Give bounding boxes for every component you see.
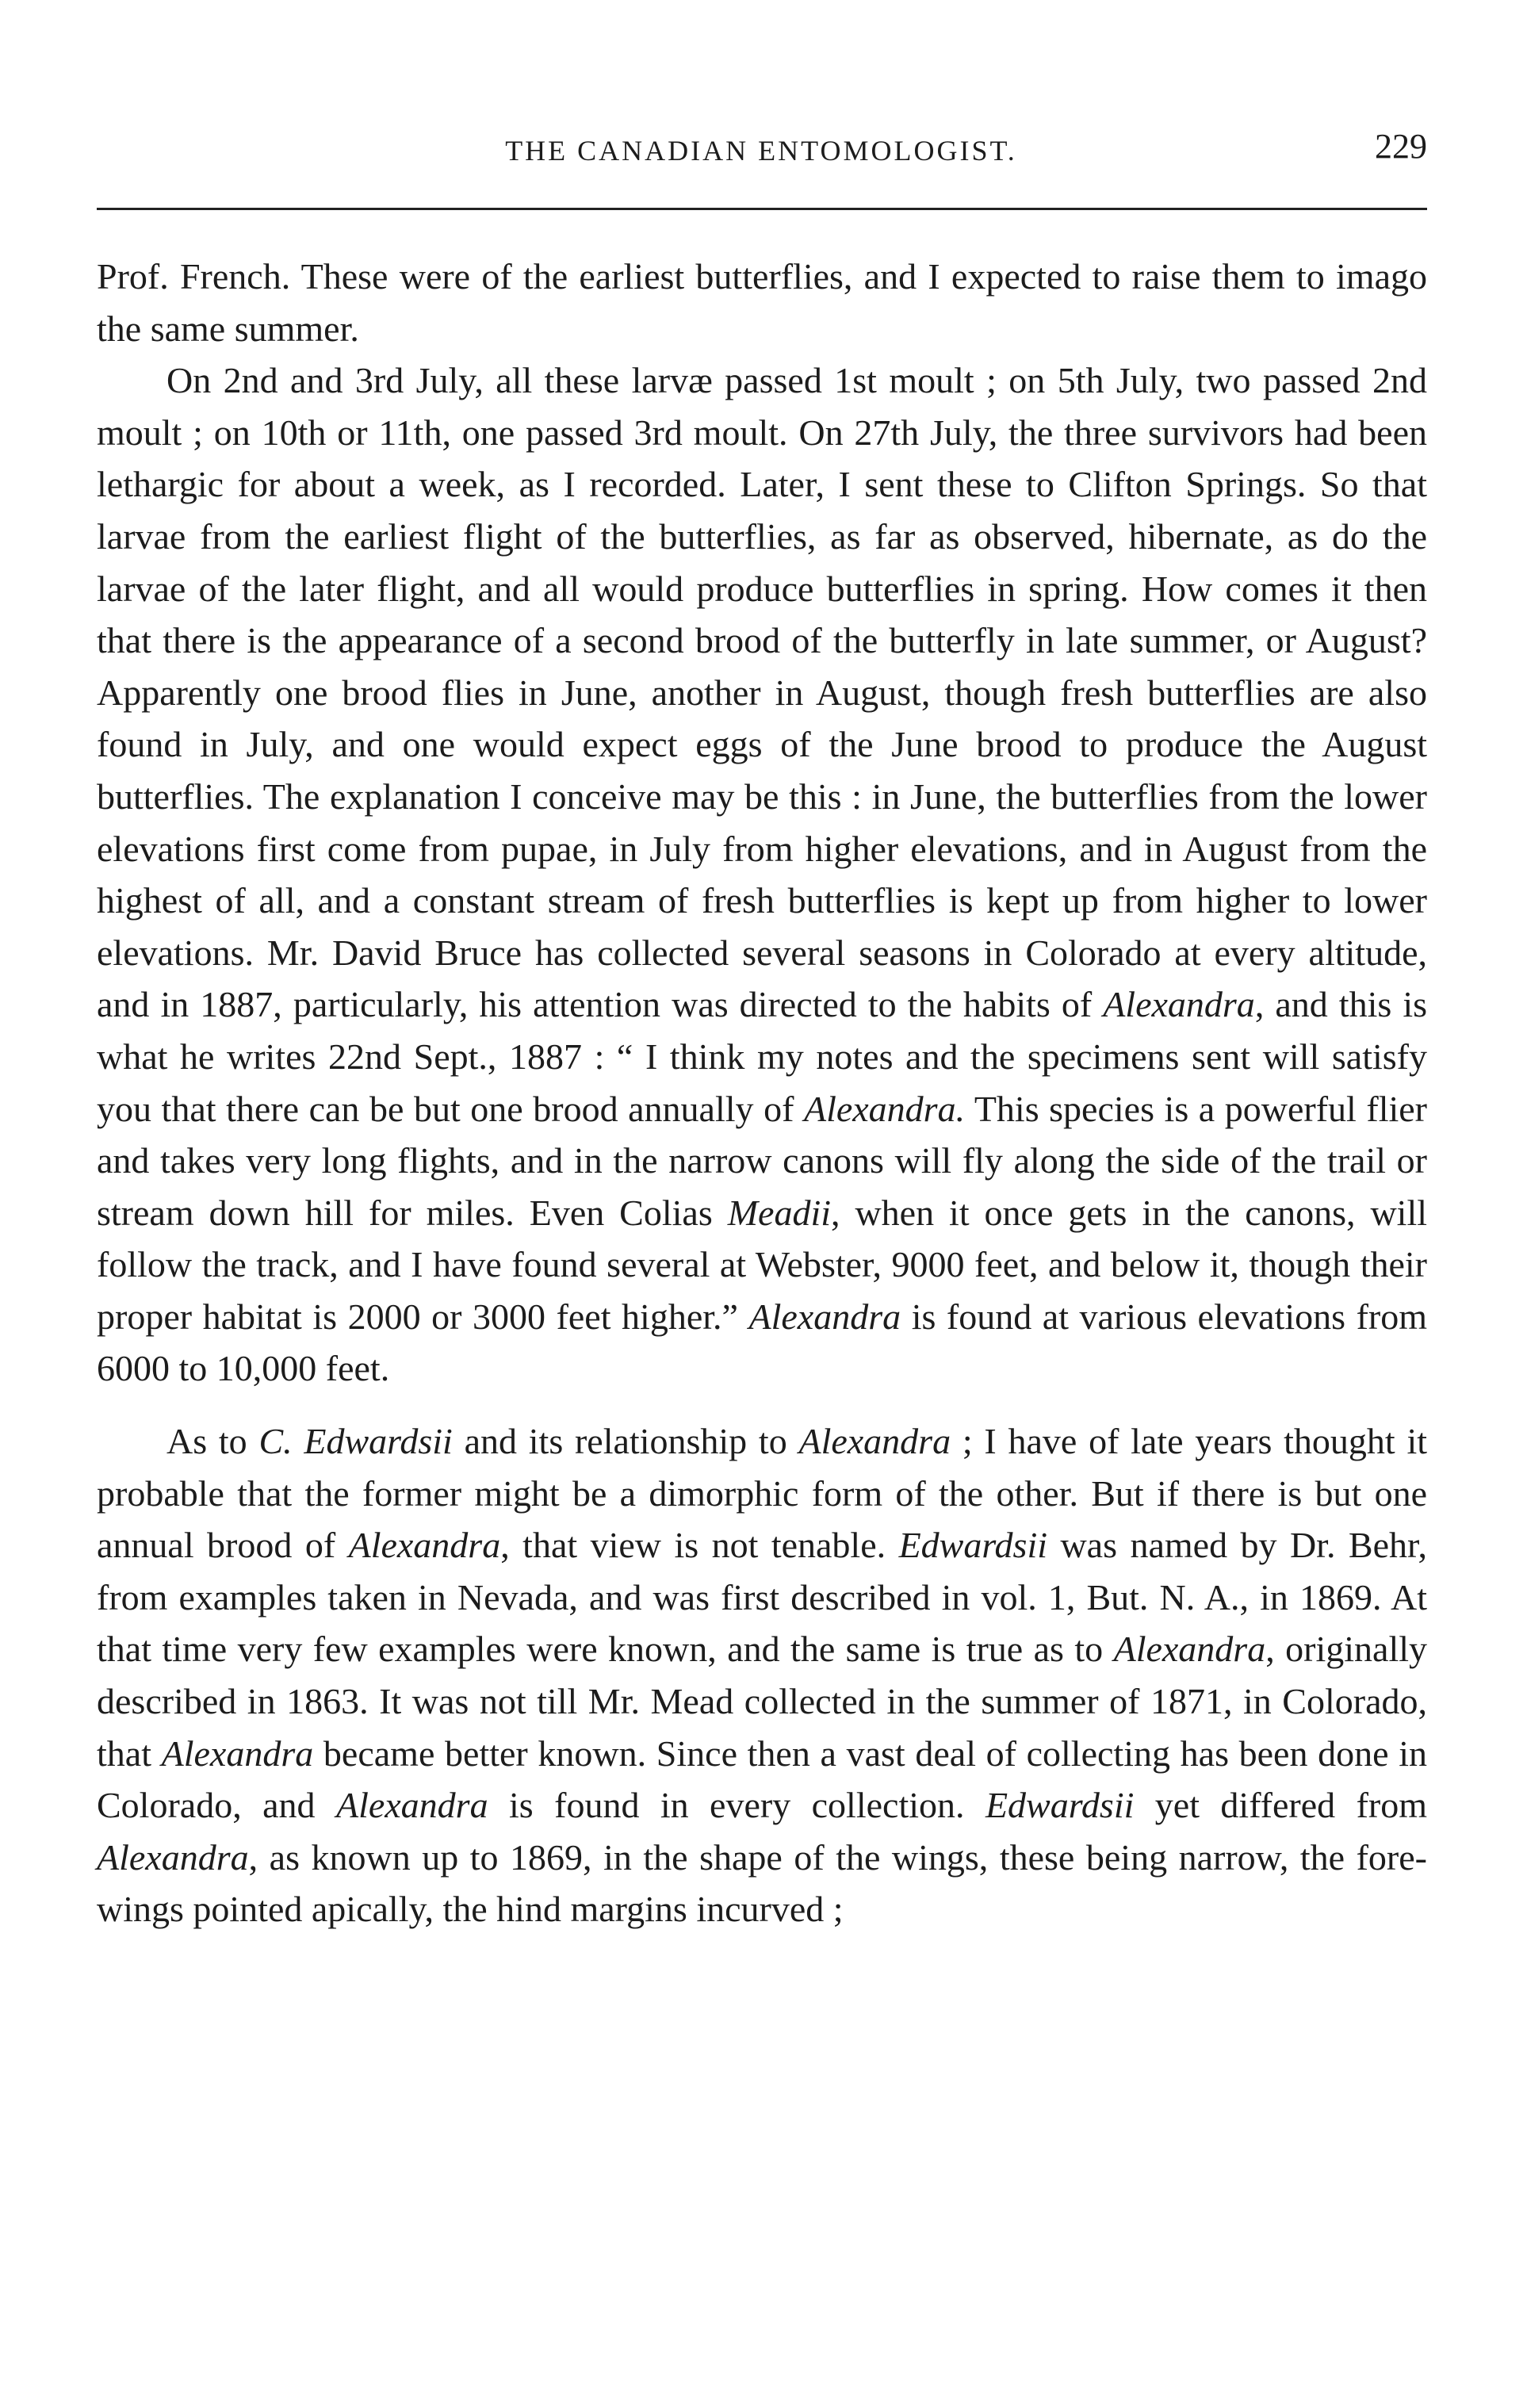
p2-text-i: is found at various elevations from 6000 to 10,000 feet.: [97, 1296, 1427, 1389]
p3-text-m: became better known. Since then a vast deal of collecting has been done in Colorado, and: [97, 1732, 1427, 1826]
p3-text-g: , that view is not tenable.: [500, 1525, 899, 1566]
body-text: [97, 251, 1427, 1935]
p2-text-e: This species is a powerful flier and takes very long flights, and in the narrow canons will fly along the side of the trail or stream down hill for miles. Even Colias: [97, 1088, 1427, 1233]
p3-text-c: and its relationship to: [452, 1421, 799, 1462]
p3-text-a: As to: [166, 1421, 259, 1462]
page-header: [95, 127, 1427, 181]
p3-text-q: yet differed from: [1134, 1785, 1427, 1826]
paragraph-1: [97, 251, 1427, 354]
p3-italic-r: Alexandra: [97, 1836, 249, 1878]
p2-italic-h: Alexandra: [748, 1296, 901, 1337]
p3-italic-h: Edwardsii: [898, 1525, 1048, 1566]
p3-text-e: ; I have of late years thought it probable that the former might be a dimorphic form of the other. But if there is but one annual brood of: [97, 1421, 1427, 1566]
p3-italic-j: Alexandra: [1113, 1629, 1266, 1670]
running-title: THE CANADIAN ENTOMOLOGIST.: [505, 135, 1017, 167]
header-rule: [97, 208, 1427, 210]
p2-text-c: , and this is what he writes 22nd Sept., 1887 : “ I think my notes and the specimens sent will satisfy you that there can be but one brood annually of: [97, 984, 1427, 1129]
page-number: 229: [1375, 127, 1427, 166]
p2-italic-b: Alexandra: [1103, 984, 1255, 1025]
p3-italic-n: Alexandra: [335, 1785, 488, 1826]
p3-text-o: is found in every collection.: [488, 1785, 985, 1826]
p2-text-g: , when it once gets in the canons, will follow the track, and I have found several at Webster, 9000 feet, and below it, though their proper habitat is 2000 or 3000 feet higher.”: [97, 1192, 1428, 1337]
p3-text-s: , as known up to 1869, in the shape of the wings, these being narrow, the fore-wings pointed apically, the hind margins incurved ;: [97, 1836, 1427, 1930]
p1-text: Prof. French. These were of the earliest butterflies, and I expected to raise them to imago the same summer.: [97, 256, 1427, 349]
p3-italic-f: Alexandra: [348, 1525, 501, 1566]
paragraph-3: [97, 1415, 1427, 1935]
p2-text-a: On 2nd and 3rd July, all these larvæ passed 1st moult ; on 5th July, two passed 2nd moult ; on 10th or 11th, one passed 3rd moult. On 27th July, the three survivors had been lethargic for about a week, as I recorded. Later, I sent these to Clifton Springs. So that larvae from the earliest flight of the butterflies, as far as observed, hibernate, as do the larvae of the later flight, and all would produce butterflies in spring. How comes it then that there is the appearance of a second brood of the butterfly in late summer, or August? Apparently one brood flies in June, another in August, though fresh butterflies are also found in July, and one would expect eggs of the June brood to produce the August butterflies. The explanation I conceive may be this : in June, the butterflies from the lower elevations first come from pupae, in July from higher elevations, and in August from the highest of all, and a constant stream of fresh butterflies is kept up from higher to lower elevations. Mr. David Bruce has collected several seasons in Colorado at every altitude, and in 1887, particularly, his attention was directed to the habits of: [97, 360, 1427, 1025]
p3-italic-p: Edwardsii: [985, 1785, 1135, 1826]
p3-italic-l: Alexandra: [161, 1732, 314, 1774]
paragraph-2: [97, 354, 1427, 1395]
p2-italic-f: Meadii: [727, 1192, 831, 1233]
p2-italic-d: Alexandra.: [803, 1088, 966, 1129]
p3-text-i: was named by Dr. Behr, from examples taken in Nevada, and was first described in vol. 1, But. N. A., in 1869. At that time very few examples were known, and the same is true as to: [97, 1525, 1427, 1670]
p3-text-k: , originally described in 1863. It was not till Mr. Mead collected in the summer of 1871, in Colorado, that: [97, 1629, 1427, 1774]
p3-italic-b: C. Edwardsii: [258, 1421, 453, 1462]
p3-italic-d: Alexandra: [798, 1421, 951, 1462]
